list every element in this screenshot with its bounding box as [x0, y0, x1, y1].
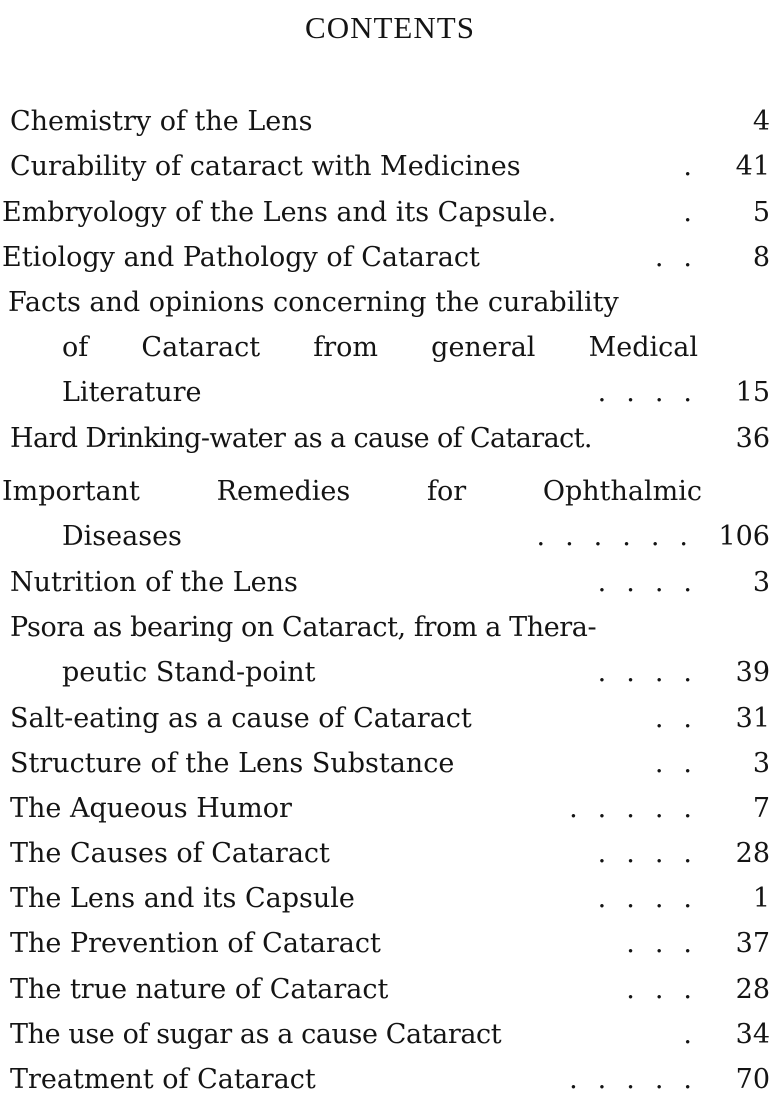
toc-entry: [0, 1058, 780, 1102]
toc-entry-title: Important Remedies for Ophthalmic: [2, 476, 702, 507]
toc-entry-page: 28: [735, 838, 770, 869]
toc-entry-page: 34: [735, 1019, 770, 1050]
toc-entry-page: 4: [752, 106, 770, 137]
toc-entry-page: 3: [752, 748, 770, 779]
toc-entry-title: Chemistry of the Lens: [10, 106, 313, 137]
toc-entry-page: 8: [752, 242, 770, 273]
toc-entry: [0, 145, 780, 189]
toc-entry-title: The Lens and its Capsule: [10, 883, 355, 914]
dot-leaders: .: [683, 197, 712, 228]
toc-entry: [0, 1013, 780, 1057]
toc-entry-title: The use of sugar as a cause Cataract: [10, 1019, 502, 1050]
toc-entry: [0, 470, 780, 514]
toc-entry-title: Hard Drinking-water as a cause of Cataract.: [10, 423, 592, 454]
toc-entry-page: 31: [735, 703, 770, 734]
dot-leaders: ..: [654, 703, 712, 734]
dot-leaders: ....: [597, 883, 712, 914]
toc-entry-page: 36: [735, 423, 770, 454]
toc-entry: [0, 922, 780, 966]
toc-entry-title: Etiology and Pathology of Cataract: [2, 242, 480, 273]
toc-entry-page: 5: [752, 197, 770, 228]
toc-entry-title: Salt-eating as a cause of Cataract: [10, 703, 472, 734]
dot-leaders: ....: [597, 657, 712, 688]
toc-entry-title: Diseases: [62, 521, 182, 552]
toc-entry-title: Treatment of Cataract: [10, 1064, 316, 1095]
toc-entry-title: Embryology of the Lens and its Capsule.: [2, 197, 557, 228]
dot-leaders: .: [683, 1019, 712, 1050]
toc-entry-title: Literature: [62, 377, 202, 408]
toc-entry-title: Nutrition of the Lens: [10, 567, 298, 598]
toc-entry-title: Psora as bearing on Cataract, from a Thera-: [10, 612, 597, 643]
toc-entry-continuation: [0, 515, 780, 559]
toc-entry-page: 3: [752, 567, 770, 598]
toc-entry-title: The Aqueous Humor: [10, 793, 292, 824]
dot-leaders: ......: [536, 521, 708, 552]
toc-entry: [0, 968, 780, 1012]
dot-leaders: .: [683, 151, 712, 182]
page-title: CONTENTS: [305, 10, 475, 45]
dot-leaders: ..: [654, 242, 712, 273]
toc-entry: [0, 877, 780, 921]
toc-entry: [0, 561, 780, 605]
toc-entry-page: 28: [735, 974, 770, 1005]
dot-leaders: ....: [597, 567, 712, 598]
dot-leaders: .....: [569, 1064, 712, 1095]
toc-entry: [0, 697, 780, 741]
toc-entry-continuation: [0, 326, 780, 370]
toc-entry-page: 39: [735, 657, 770, 688]
toc-entry-title: The true nature of Cataract: [10, 974, 389, 1005]
toc-entry: [0, 281, 780, 325]
toc-entry-page: 1: [752, 883, 770, 914]
dot-leaders: ....: [597, 838, 712, 869]
dot-leaders: ...: [626, 928, 712, 959]
toc-entry: [0, 787, 780, 831]
toc-entry-page: 15: [735, 377, 770, 408]
toc-entry-title: of Cataract from general Medical: [62, 332, 698, 363]
toc-entry: [0, 191, 780, 235]
toc-entry-page: 106: [718, 521, 770, 552]
toc-entry-title: Facts and opinions concerning the curability: [8, 287, 619, 318]
toc-entry-title: Curability of cataract with Medicines: [10, 151, 521, 182]
toc-entry-title: Structure of the Lens Substance: [10, 748, 455, 779]
toc-entry-title: The Causes of Cataract: [10, 838, 330, 869]
toc-entry: [0, 100, 780, 144]
toc-entry: [0, 832, 780, 876]
toc-entry-title: peutic Stand-point: [62, 657, 316, 688]
dot-leaders: ..: [654, 748, 712, 779]
dot-leaders: .....: [569, 793, 712, 824]
toc-entry: [0, 606, 780, 650]
toc-entry-page: 70: [735, 1064, 770, 1095]
toc-entry-page: 41: [735, 151, 770, 182]
toc-entry-continuation: [0, 651, 780, 695]
toc-entry: [0, 417, 780, 461]
dot-leaders: ....: [597, 377, 712, 408]
dot-leaders: ...: [626, 974, 712, 1005]
toc-entry: [0, 236, 780, 280]
toc-entry-continuation: [0, 371, 780, 415]
toc-entry-page: 7: [752, 793, 770, 824]
toc-entry: [0, 742, 780, 786]
toc-entry-title: The Prevention of Cataract: [10, 928, 381, 959]
toc-entry-page: 37: [735, 928, 770, 959]
